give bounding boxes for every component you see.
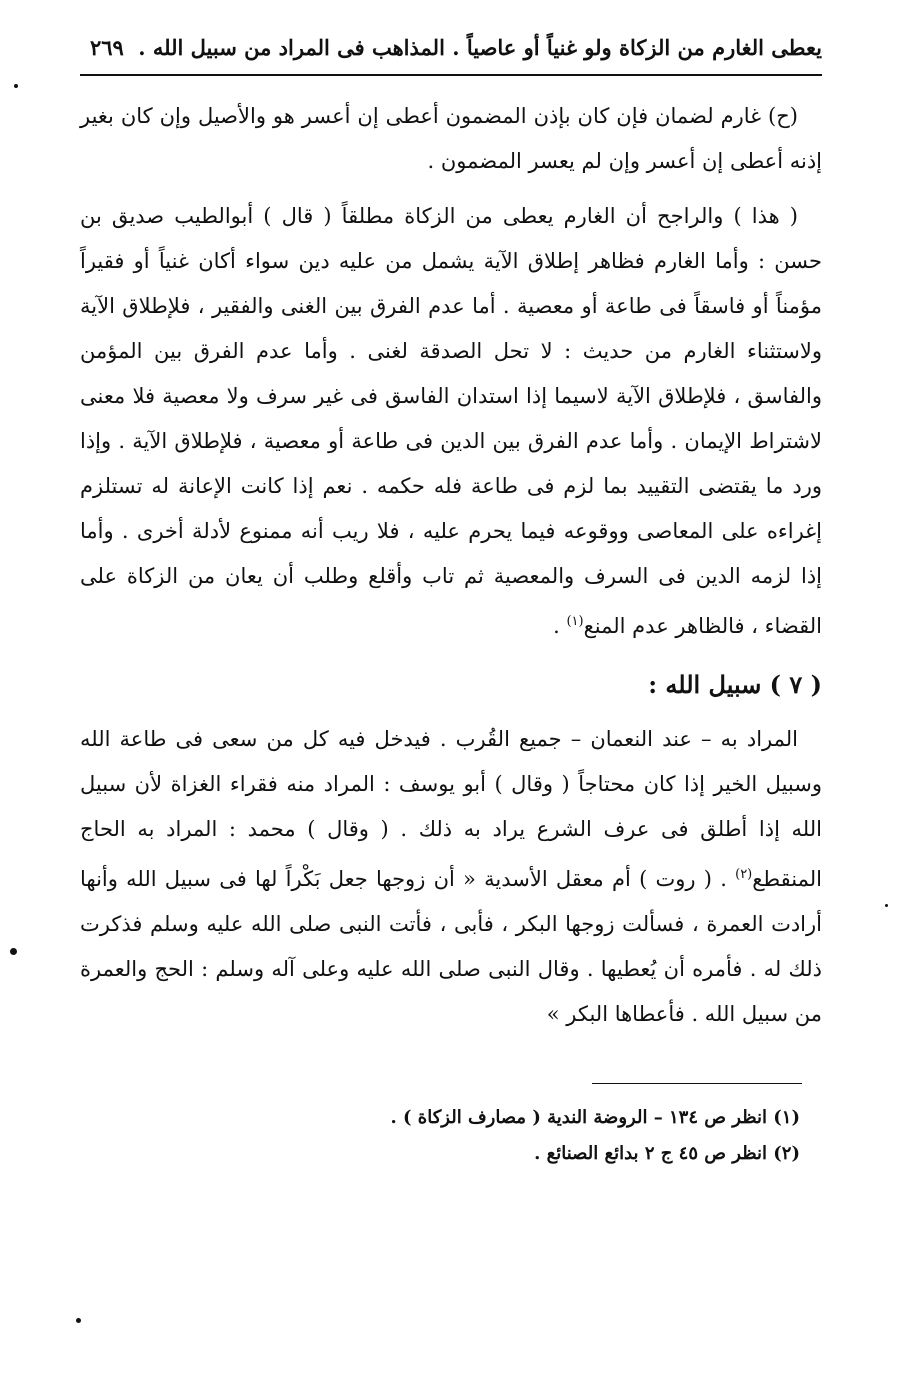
paragraph-preferred-opinion	[80, 194, 822, 649]
footnote-1: (١) انظر ص ١٣٤ – الروضة الندية ( مصارف الزكاة ) .	[390, 1107, 800, 1128]
paragraph-preferred-opinion-text: ( هذا ) والراجح أن الغارم يعطى من الزكاة مطلقاً ( قال ) أبوالطيب صديق بن حسن : وأما الغارم فظاهر إطلاق الآية يشمل من عليه دين سواء أكان غنياً أو فقيراً مؤمناً أو فاسقاً فى طاعة أو معصية . أما عدم الفرق بين الغنى والفقير ، فلإطلاق الآية ولاستثناء الغارم من حديث : لا تحل الصدقة لغنى . وأما عدم الفرق بين المؤمن والفاسق ، فلإطلاق الآية لاسيما إذا استدان الفاسق فى غير سرف ولا معصية فلا معنى لاشتراط الإيمان . وأما عدم الفرق بين الدين فى طاعة أو معصية ، فلإطلاق الآية . وإذا ورد ما يقتضى التقييد بما لزم فى طاعة فله حكمه . نعم إذا كانت الإعانة له تستلزم إغراءه على المعاصى ووقوعه فيما يحرم عليه ، فلا ريب أنه ممنوع لأدلة أخرى . وأما إذا لزمه الدين فى السرف والمعصية ثم تاب وأقلع وطلب أن يعان من الزكاة على القضاء ، فالظاهر عدم المنع	[80, 204, 822, 638]
book-page	[80, 28, 822, 1172]
section-heading-sabil-allah: ( ٧ ) سبيل الله :	[648, 670, 822, 699]
paragraph-sabil-allah	[80, 717, 822, 1037]
running-header	[80, 28, 822, 76]
margin-dot-bottom	[76, 1318, 81, 1323]
margin-dot-right	[885, 904, 888, 907]
footnote-divider	[592, 1083, 802, 1084]
paragraph-end-mark: .	[553, 614, 560, 638]
margin-dot-top	[14, 84, 18, 88]
header-title: يعطى الغارم من الزكاة ولو غنياً أو عاصياً . المذاهب فى المراد من سبيل الله .	[138, 35, 822, 60]
footnote-ref-1: (١)	[566, 614, 584, 629]
footnote-ref-2: (٢)	[735, 867, 753, 882]
footnote-2: (٢) انظر ص ٤٥ ج ٢ بدائع الصنائع .	[534, 1143, 800, 1164]
paragraph-guarantor: (ح) غارم لضمان فإن كان بإذن المضمون أعطى إن أعسر هو والأصيل وإن كان بغير إذنه أعطى إن أعسر وإن لم يعسر المضمون .	[80, 104, 822, 173]
margin-dot-left	[10, 948, 17, 955]
paragraph-sabil-allah-text-a: المراد به – عند النعمان – جميع القُرب . فيدخل فيه كل من سعى فى طاعة الله وسبيل الخير إذا كان محتاجاً ( وقال ) أبو يوسف : المراد منه فقراء الغزاة لأن سبيل الله إذا أطلق فى عرف الشرع يراد به ذلك . ( وقال ) محمد : المراد به الحاج المنقطع	[80, 727, 822, 891]
paragraph-sabil-allah-text-b: . ( روت ) أم معقل الأسدية « أن زوجها جعل بَكْراً لها فى سبيل الله وأنها أرادت العمرة ، فسألت زوجها البكر ، فأبى ، فأتت النبى صلى الله عليه وسلم فذكرت ذلك له . فأمره أن يُعطيها . وقال النبى صلى الله عليه وعلى آله وسلم : الحج والعمرة من سبيل الله . فأعطاها البكر »	[80, 867, 822, 1026]
paragraph-gap	[80, 184, 822, 194]
page-number: ٢٦٩	[90, 35, 124, 60]
